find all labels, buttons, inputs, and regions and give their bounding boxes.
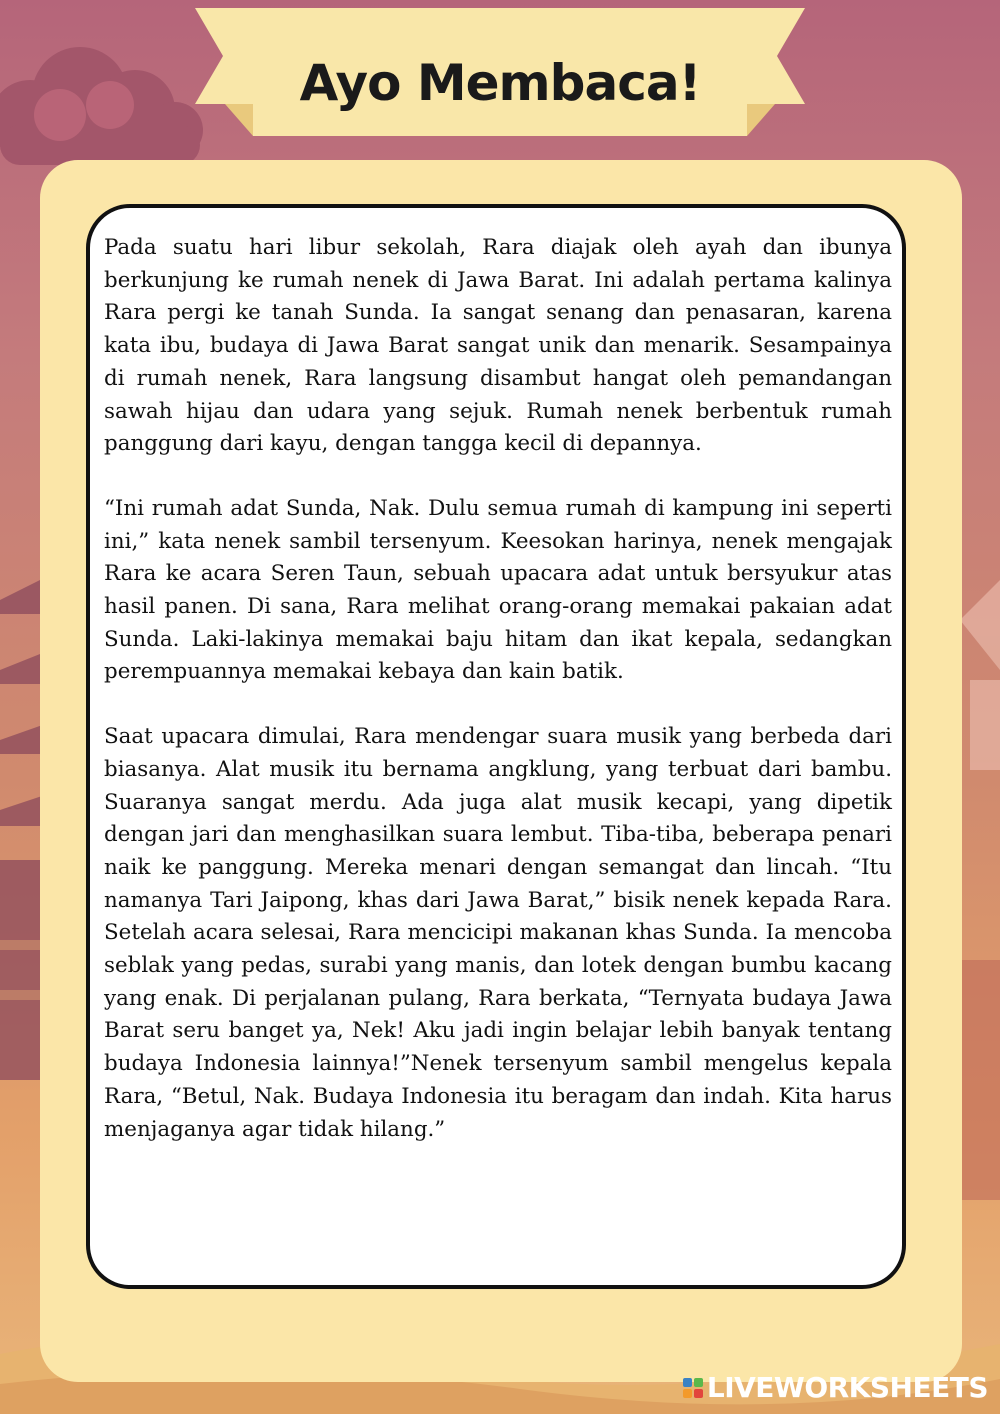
liveworksheets-logo [683, 1371, 988, 1404]
story-card [86, 204, 906, 1289]
story-paragraph-1: Pada suatu hari libur sekolah, Rara diajak oleh ayah dan ibunya berkunjung ke rumah nenek di Jawa Barat. Ini adalah pertama kalinya Rara pergi ke tanah Sunda. Ia sangat senang dan penasaran, karena kata ibu, budaya di Jawa Barat sangat unik dan menarik. Sesampainya di rumah nenek, Rara langsung disambut hangat oleh pemandangan sawah hijau dan udara yang sejuk. Rumah nenek berbentuk rumah panggung dari kayu, dengan tangga kecil di depannya. [104, 235, 892, 457]
story-paragraph-3: Saat upacara dimulai, Rara mendengar suara musik yang berbeda dari biasanya. Alat musik itu bernama angklung, yang terbuat dari bambu. Suaranya sangat merdu. Ada juga alat musik kecapi, yang dipetik dengan jari dan menghasilkan suara lembut. Tiba-tiba, beberapa penari naik ke panggung. Mereka menari dengan semangat dan lincah. “Itu namanya Tari Jaipong, khas dari Jawa Barat,” bisik nenek kepada Rara. Setelah acara selesai, Rara mencicipi makanan khas Sunda. Ia mencoba seblak yang pedas, surabi yang manis, dan lotek dengan bumbu kacang yang enak. Di perjalanan pulang, Rara berkata, “Ternyata budaya Jawa Barat seru banget ya, Nek! Aku jadi ingin belajar lebih banyak tentang budaya Indonesia lainnya!”Nenek tersenyum sambil mengelus kepala Rara, “Betul, Nak. Budaya Indonesia itu beragam dan indah. Kita harus menjaganya agar tidak hilang.” [104, 724, 892, 1142]
page-title: Ayo Membaca! [299, 54, 701, 112]
title-banner [195, 8, 805, 136]
logo-squares-icon [683, 1378, 703, 1398]
logo-text: LIVEWORKSHEETS [706, 1371, 988, 1404]
story-text [104, 232, 892, 1146]
story-paragraph-2: “Ini rumah adat Sunda, Nak. Dulu semua rumah di kampung ini seperti ini,” kata nenek sambil tersenyum. Keesokan harinya, nenek mengajak Rara ke acara Seren Taun, sebuah upacara adat untuk bersyukur atas hasil panen. Di sana, Rara melihat orang-orang memakai pakaian adat Sunda. Laki-lakinya memakai baju hitam dan ikat kepala, sedangkan perempuannya memakai kebaya dan kain batik. [104, 495, 892, 685]
